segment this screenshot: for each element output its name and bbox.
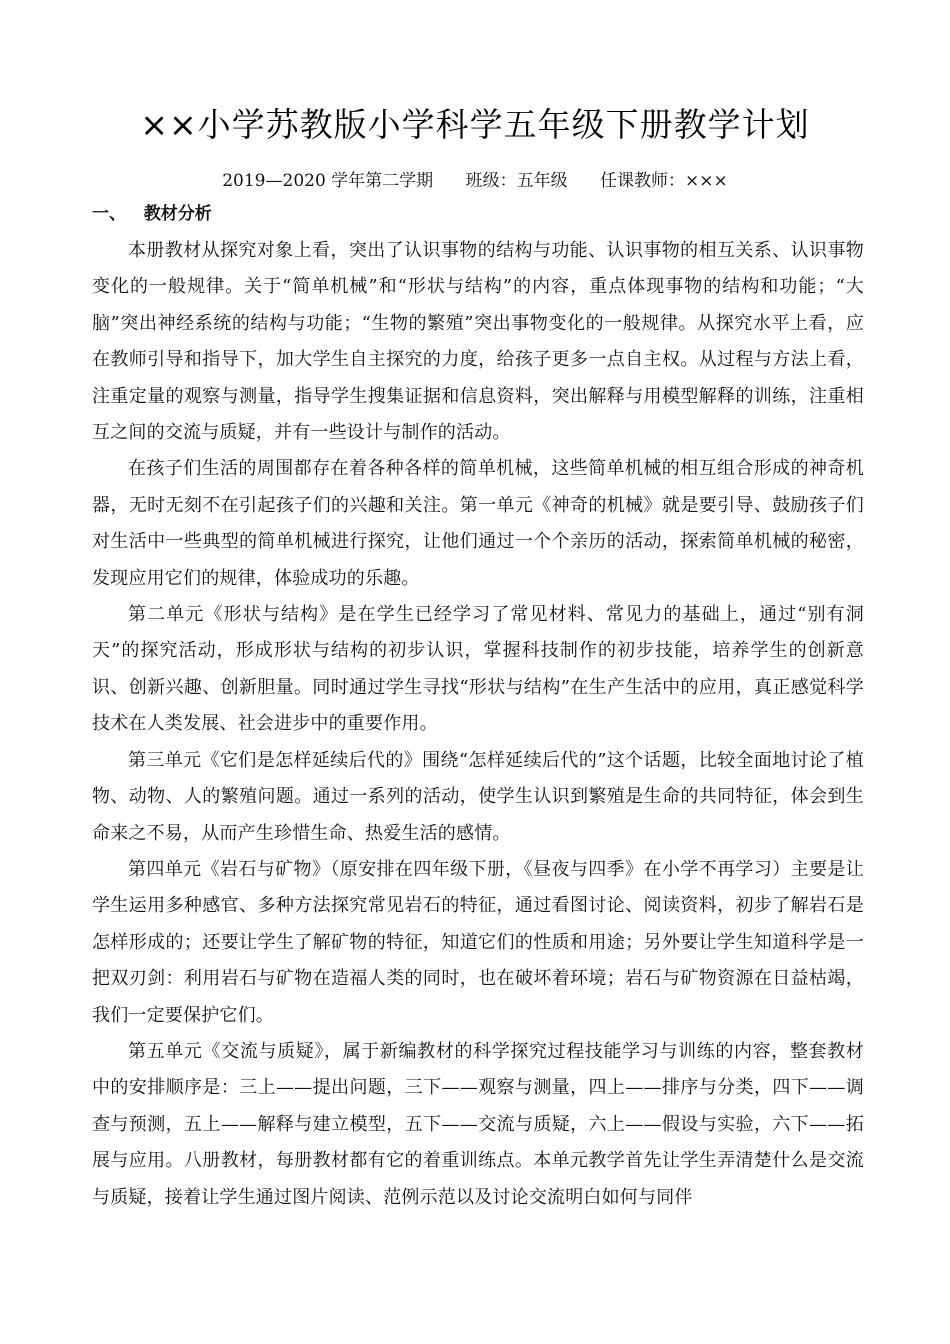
document-title: ××小学苏教版小学科学五年级下册教学计划 [140,105,810,144]
paragraph: 第二单元《形状与结构》是在学生已经学习了常见材料、常见力的基础上，通过“别有洞天”的探究活动，形成形状与结构的初步认识，掌握科技制作的初步技能，培养学生的创新意识、创新兴趣、创新胆量。同时通过学生寻找“形状与结构”在生产生活中的应用，真正感觉科学技术在人类发展、社会进步中的重要作用。 [92,604,864,735]
section-heading: 一、 教材分析 [92,204,212,224]
paragraph: 第三单元《它们是怎样延续后代的》围绕“怎样延续后代的”这个话题，比较全面地讨论了植物、动物、人的繁殖问题。通过一系列的活动，使学生认识到繁殖是生命的共同特征，体会到生命来之不易，从而产生珍惜生命、热爱生活的感情。 [92,749,864,844]
paragraph: 第五单元《交流与质疑》，属于新编教材的科学探究过程技能学习与训练的内容，整套教材中的安排顺序是：三上——提出问题，三下——观察与测量，四上——排序与分类，四下——调查与预测，五上——解释与建立模型，五下——交流与质疑，六上——假设与实验，六下——拓展与应用。八册教材，每册教材都有它的着重训练点。本单元教学首先让学生弄清楚什么是交流与质疑，接着让学生通过图片阅读、范例示范以及讨论交流明白如何与同伴 [92,1040,864,1208]
paragraph: 第四单元《岩石与矿物》（原安排在四年级下册，《昼夜与四季》在小学不再学习）主要是让学生运用多种感官、多种方法探究常见岩石的特征，通过看图讨论、阅读资料，初步了解岩石是怎样形成的；还要让学生了解矿物的特征，知道它们的性质和用途；另外要让学生知道科学是一把双刃剑：利用岩石与矿物在造福人类的同时，也在破坏着环境；岩石与矿物资源在日益枯竭，我们一定要保护它们。 [92,858,864,1026]
document-subtitle: 2019—2020 学年第二学期 班级：五年级 任课教师：××× [222,171,728,191]
paragraph: 在孩子们生活的周围都存在着各种各样的简单机械，这些简单机械的相互组合形成的神奇机器，无时无刻不在引起孩子们的兴趣和关注。第一单元《神奇的机械》就是要引导、鼓励孩子们对生活中一些典型的简单机械进行探究，让他们通过一个个亲历的活动，探索简单机械的秘密，发现应用它们的规律，体验成功的乐趣。 [92,458,864,589]
paragraph: 本册教材从探究对象上看，突出了认识事物的结构与功能、认识事物的相互关系、认识事物变化的一般规律。关于“简单机械”和“形状与结构”的内容，重点体现事物的结构和功能；“大脑”突出神经系统的结构与功能；“生物的繁殖”突出事物变化的一般规律。从探究水平上看，应在教师引导和指导下，加大学生自主探究的力度，给孩子更多一点自主权。从过程与方法上看，注重定量的观察与测量，指导学生搜集证据和信息资料，突出解释与用模型解释的训练，注重相互之间的交流与质疑，并有一些设计与制作的活动。 [92,240,864,444]
body-text [92,233,864,1216]
